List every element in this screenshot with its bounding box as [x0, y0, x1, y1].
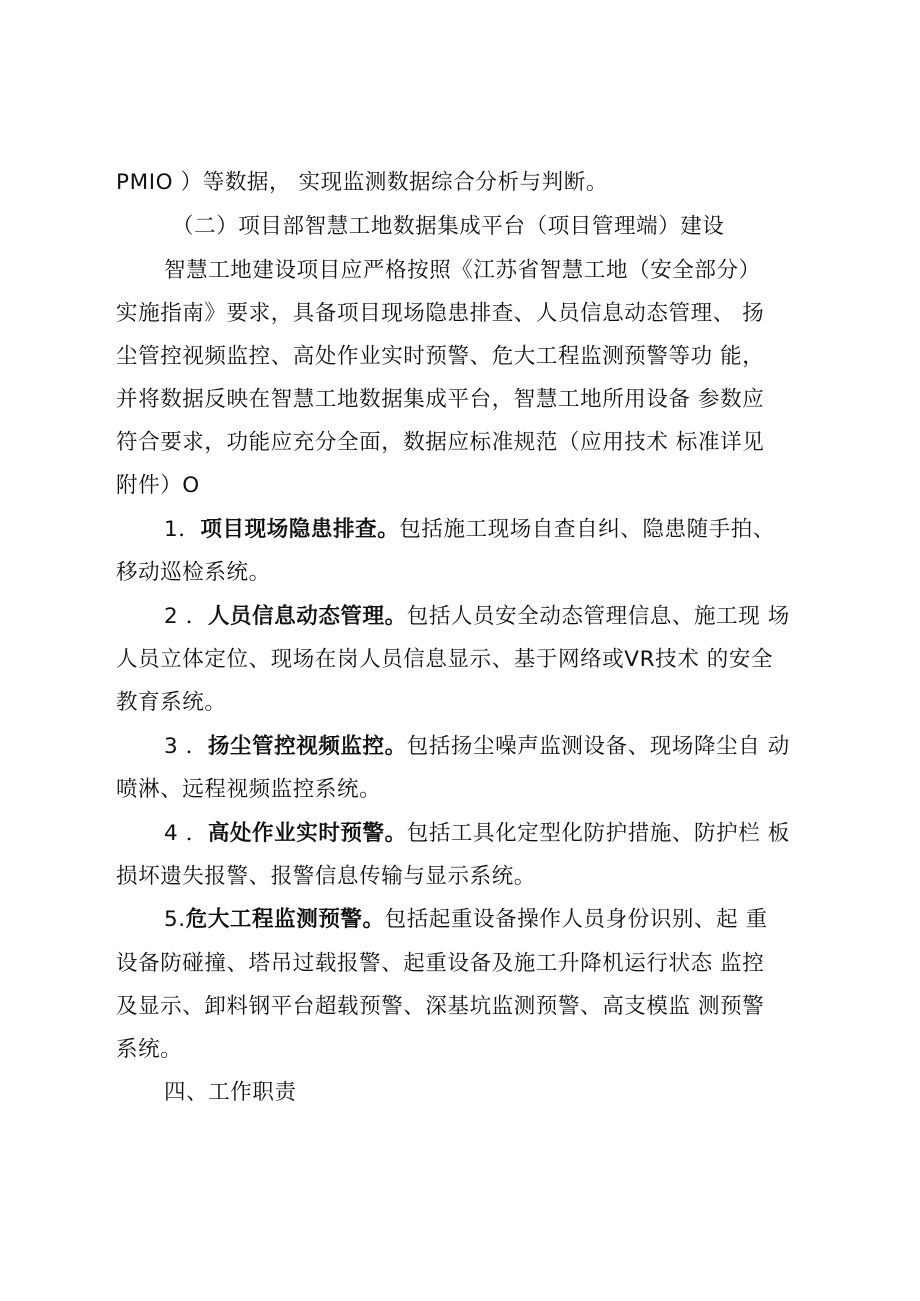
paragraph-line: PMIO ）等数据， 实现监测数据综合分析与判断。 [116, 170, 608, 195]
list-item-title: 项目现场隐患排查。 [200, 517, 400, 542]
list-item-text: 包括工具化定型化防护措施、防护栏 板 [406, 821, 790, 846]
paragraph-line: 及显示、卸料钢平台超载预警、深基坑监测预警、高支模监 测预警 [116, 994, 765, 1019]
list-item [164, 819, 864, 849]
list-item-title: 人员信息动态管理。 [207, 604, 407, 629]
list-item-title: 危大工程监测预警。 [185, 907, 385, 932]
list-item-number: 4 ． [164, 821, 208, 846]
paragraph-line: 损坏遗失报警、报警信息传输与显示系统。 [116, 864, 536, 889]
paragraph-line: 教育系统。 [116, 690, 227, 715]
paragraph-line: 符合要求，功能应充分全面，数据应标准规范（应用技术 标准详见 [116, 430, 765, 455]
list-item-number: 5. [164, 907, 186, 932]
list-item [164, 602, 864, 632]
list-item-text: 包括扬尘噪声监测设备、现场降尘自 动 [406, 734, 790, 759]
paragraph-line: 设备防碰撞、塔吊过载报警、起重设备及施工升降机运行状态 监控 [116, 951, 765, 976]
paragraph-line: 尘管控视频监控、高处作业实时预警、危大工程监测预警等功 能， [116, 344, 765, 369]
list-item-text: 包括人员安全动态管理信息、施工现 场 [406, 604, 790, 629]
section-heading: （二）项目部智慧工地数据集成平台（项目管理端）建设 [172, 214, 725, 239]
list-item-title: 高处作业实时预警。 [207, 821, 407, 846]
paragraph-line: 并将数据反映在智慧工地数据集成平台，智慧工地所用设备 参数应 [116, 387, 765, 412]
paragraph-line: 实施指南》要求，具备项目现场隐患排查、人员信息动态管理、 扬 [116, 301, 765, 326]
list-item-title: 扬尘管控视频监控。 [207, 734, 407, 759]
list-item [164, 905, 864, 935]
list-item-number: 3 ． [164, 734, 208, 759]
section-heading: 四、工作职责 [164, 1080, 297, 1105]
list-item-text: 包括起重设备操作人员身份识别、起 重 [384, 907, 768, 932]
paragraph-line: 系统。 [116, 1037, 183, 1062]
list-item [164, 515, 864, 545]
paragraph-line: 人员立体定位、现场在岗人员信息显示、基于网络或VR技术 的安全 [116, 647, 774, 672]
paragraph-line: 移动巡检系统。 [116, 560, 271, 585]
list-item [164, 732, 864, 762]
list-item-text: 包括施工现场自查自纠、隐患随手拍、 [399, 517, 775, 542]
paragraph-line: 喷淋、远程视频监控系统。 [116, 777, 382, 802]
paragraph-line: 附件）O [116, 473, 200, 498]
list-item-number: 1． [164, 517, 201, 542]
paragraph-line: 智慧工地建设项目应严格按照《江苏省智慧工地（安全部分） [164, 258, 761, 283]
list-item-number: 2 ． [164, 604, 208, 629]
